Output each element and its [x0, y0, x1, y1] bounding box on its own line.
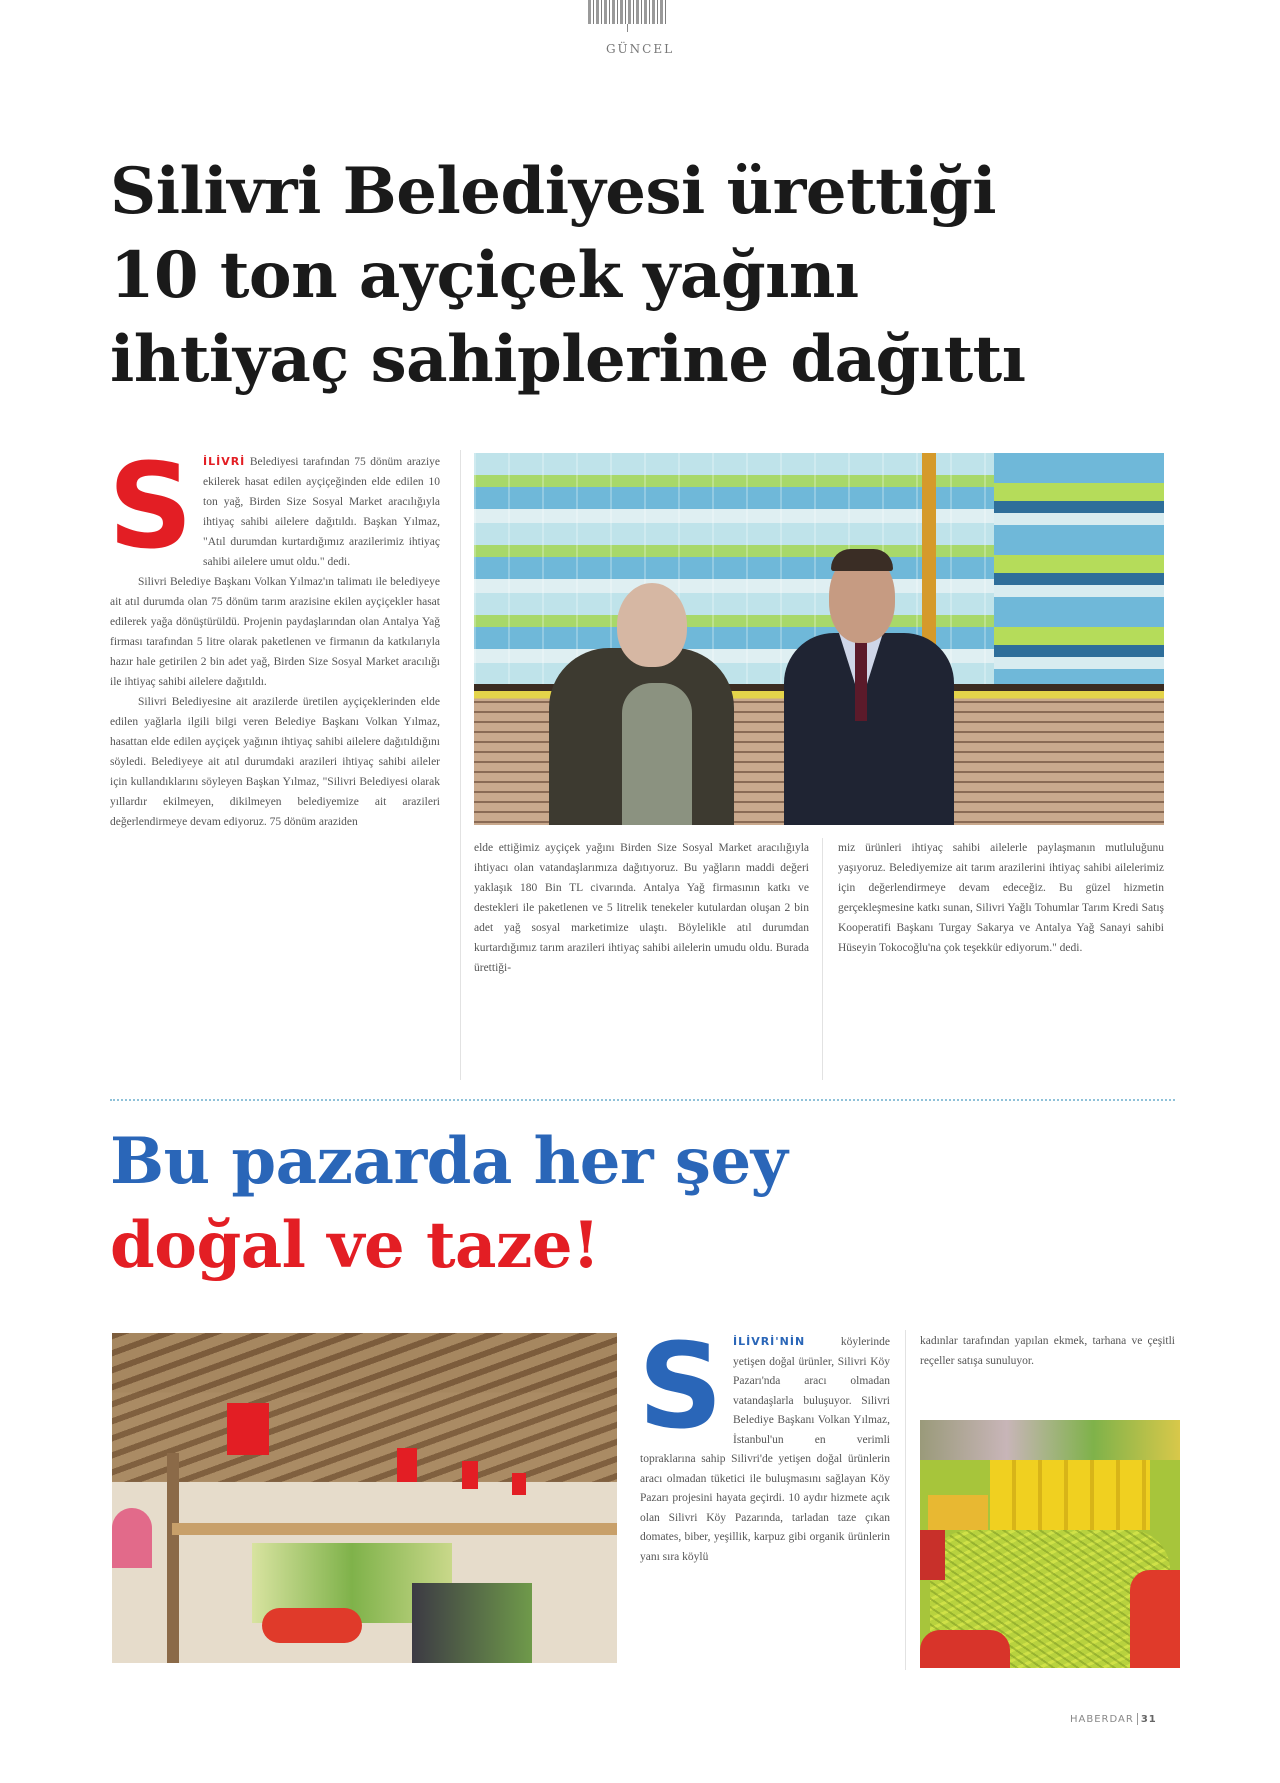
- column-rule: [460, 450, 461, 1080]
- produce-eggplants: [412, 1583, 532, 1663]
- paragraph: miz ürünleri ihtiyaç sahibi ailelerle paylaşmanın mutluluğunu yaşıyoruz. Belediyemize ait tarım arazilerini ihtiyaç sahibi ailelerimiz için değerlendirmeye devam edeceğiz. Bu güzel hizmetin gerçekleşmesine katkı sunan, Silivri Yağlı Tohumlar Tarım Kredi Satış Kooperatifi Başkanı Turgay Sakarya ve Antalya Yağ Sanayi sahibi Hüseyin Tokocoğlu'na çok teşekkür ediyorum." dedi.: [838, 842, 1164, 954]
- tomatoes: [920, 1530, 945, 1580]
- headline-line-blue: Bu pazarda her şey: [110, 1124, 788, 1199]
- turkish-flag: [227, 1403, 269, 1455]
- paragraph-text: Belediyesi tarafından 75 dönüm araziye ekilerek hasat edilen ayçiçeğinden elde edilen 10 ton yağ, Birden Size Sosyal Market aracılığıyla ihtiyaç sahibi ailelere dağıtıldı. Başkan Yılmaz, "Atıl durumdan kurtardığımız arazilerimiz ihtiyaç sahibi ailelere umut oldu." dedi.: [203, 456, 441, 568]
- article1-lead-paragraph: [108, 437, 441, 575]
- paragraph: Silivri Belediyesine ait arazilerde üretilen ayçiçeklerinden elde edilen yağlarla ilgili bilgi veren Belediye Başkanı Volkan Yılmaz, hasattan elde edilen ayçiçek yağının ihtiyaç sahibi ailelere dağıtıldığını söyledi. Belediyeye ait atıl durumdaki arazileri ihtiyaç sahibi aileler için kullandıklarını söyleyen Başkan Yılmaz, "Silivri Belediyesi olarak yıllardır ekilmeyen, dikilmeyen belediyemize ait arazileri değerlendirmeye devam ediyoruz. 75 dönüm araziden: [110, 696, 440, 828]
- man-left-shirt: [622, 683, 692, 825]
- lead-word: İLİVRİ: [203, 455, 246, 468]
- dropcap: S: [638, 1317, 723, 1455]
- article1-photo: [474, 453, 1164, 825]
- article2-headline: [110, 1120, 1190, 1288]
- article2-lead-paragraph: [638, 1317, 890, 1567]
- article2-market-photo: [112, 1333, 617, 1663]
- paragraph: elde ettiğimiz ayçiçek yağını Birden Size Sosyal Market aracılığıyla ihtiyacı olan vatandaşlarımıza dağıtıyoruz. Bu yağların maddi değeri yaklaşık 180 Bin TL civarında. Antalya Yağ firmasının katkı ve destekleri ile paketlenen ve 5 litrelik tenekeler kutulardan oluşan 2 bin adet yağ sosyal marketimize ulaştı. Böylelikle atıl durumdan kurtardığımız tarım arazileri ihtiyaç sahibi ailelerin umudu oldu. Burada ürettiği-: [474, 842, 809, 974]
- person: [112, 1508, 152, 1568]
- dropcap: S: [108, 437, 193, 575]
- barcode-graphic: [588, 0, 668, 24]
- article2-column-2: [920, 1332, 1175, 1371]
- headline-line-red: doğal ve taze!: [110, 1208, 600, 1283]
- headline-line: Silivri Belediyesi ürettiği: [110, 154, 997, 229]
- turkish-flag: [512, 1473, 526, 1495]
- barcode-tick: [627, 24, 628, 32]
- oil-cans-right: [994, 453, 1164, 684]
- wooden-roof: [112, 1333, 617, 1482]
- paragraph: kadınlar tarafından yapılan ekmek, tarhana ve çeşitli reçeller satışa sunuluyor.: [920, 1335, 1175, 1367]
- background-produce: [920, 1420, 1180, 1460]
- column-rule: [905, 1330, 906, 1670]
- produce-tomatoes: [262, 1608, 362, 1643]
- article-separator: [110, 1099, 1175, 1101]
- man-left-head: [617, 583, 687, 667]
- turkish-flag: [397, 1448, 417, 1482]
- article2-peppers-photo: [920, 1420, 1180, 1668]
- paragraph-text: köylerinde yetişen doğal ürünler, Silivri Köy Pazarı'nda aracı olmadan vatandaşlarla buluşuyor. Silivri Belediye Başkanı Volkan Yılmaz, İstanbul'un en verimli topraklarına sahip Silivri'de yetişen doğal ürünlerin aracı olmadan tüketici ile buluşmasını sağlayan Köy Pazarı projesini hayata geçirdi. 10 aydır hizmete açık olan Silivri Köy Pazarında, tarladan taze çıkan domates, biber, yeşillik, karpuz gibi organik ürünlerin yanı sıra köylü: [640, 1336, 890, 1563]
- man-right-hair: [831, 549, 893, 571]
- column-rule: [822, 838, 823, 1080]
- headline-line: ihtiyaç sahiplerine dağıttı: [110, 322, 1026, 397]
- article2-column-1: [638, 1317, 890, 1567]
- page-number: 31: [1140, 1714, 1157, 1725]
- section-label: GÜNCEL: [605, 42, 675, 56]
- man-right-tie: [855, 641, 867, 721]
- tomatoes: [920, 1630, 1010, 1668]
- shelf: [172, 1523, 617, 1535]
- wooden-post: [167, 1453, 179, 1663]
- article1-column-3: [838, 838, 1164, 958]
- page-footer: [1070, 1713, 1157, 1725]
- article1-headline: [110, 150, 1190, 402]
- publication-name: HABERDAR: [1070, 1714, 1134, 1725]
- paragraph: Silivri Belediye Başkanı Volkan Yılmaz'ın talimatı ile belediyeye ait atıl durumda olan 75 dönüm tarım arazisine ekilen ayçiçekler hasat edilerek yağa dönüştürüldü. Projenin paydaşlarından olan Antalya Yağ firması tarafından 5 litre olarak paketlenen ve firmanın da katkılarıyla hazır hale getirilen 2 bin adet yağ, Birden Size Sosyal Market aracılığı ile ihtiyaç sahibi ailelere dağıtıldı.: [110, 576, 440, 688]
- lead-word: İLİVRİ'NİN: [733, 1335, 806, 1348]
- honey-jars: [990, 1460, 1150, 1530]
- article1-column-1: [108, 437, 441, 832]
- footer-separator: [1137, 1713, 1138, 1725]
- article1-column-2: [474, 838, 809, 978]
- tomatoes: [1130, 1570, 1180, 1668]
- headline-line: 10 ton ayçiçek yağını: [110, 238, 859, 313]
- turkish-flag: [462, 1461, 478, 1489]
- honey-jars-left: [928, 1495, 988, 1530]
